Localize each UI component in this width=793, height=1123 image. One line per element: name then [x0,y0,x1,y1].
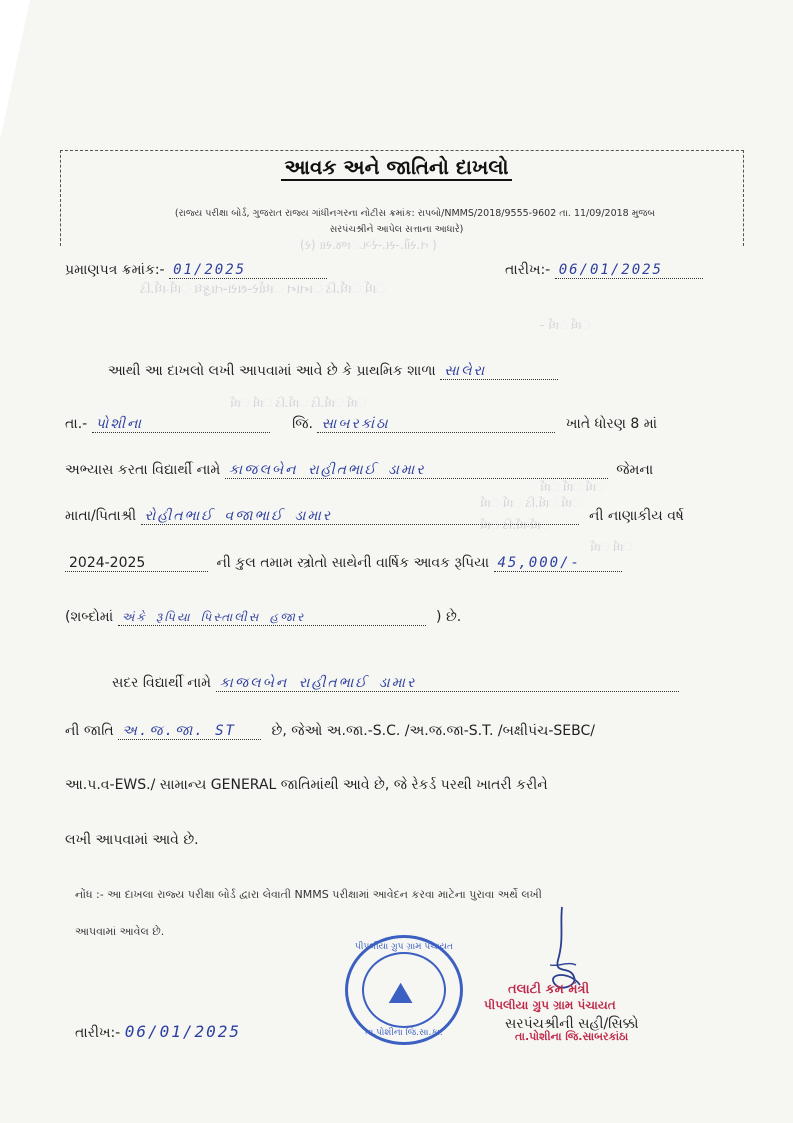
student-label: અભ્યાસ કરતા વિદ્યાર્થી નામે [65,462,221,478]
income-value: 45,000/- [494,555,622,572]
footer-date-row [75,1022,241,1041]
category-options-2: આ.પ.વ-EWS./ સામાન્ય GENERAL જાતિમાંથી આવે છે, જે રેકર્ડ પરથી ખાતરી કરીને [65,777,548,793]
school-name: સાલેરા [440,363,558,380]
panchayat-seal [345,935,463,1045]
caste-value: અ.જ.જા. ST [118,723,261,740]
talati-stamp-line-1: તલાટી કમ મંત્રી [508,982,590,997]
bleed-through-text: ાર્ધ-ાર્ધ.ડિ ાર્ધ [480,518,550,532]
words-label: (શબ્દોમાં [65,609,114,625]
bleed-through-text: ાર્ધ ાર્ધ - [540,318,591,332]
footer-date-label: તારીખ:- [75,1025,121,1041]
bleed-through-text: ાર્ધ ાર્ધ [590,540,633,554]
financial-year: 2024-2025 [65,555,208,572]
body-intro-text: આથી આ દાખલો લખી આપવામાં આવે છે કે પ્રાથમિક શાળા [108,363,436,379]
income-text: ની કુલ તમામ સ્ત્રોતો સાથેની વાર્ષિક આવક રૂપિયા [216,555,490,571]
bleed-through-text: ાર્ધ ાર્ધ ાર્ધ [540,480,605,494]
student-name-2: કાજલબેન રાહીતભાઈ ડામાર [216,675,679,692]
category-options: છે, જેઓ અ.જા.-S.C. /અ.જ.જા-S.T. /બક્ષીપંચ-SEBC/ [271,723,595,739]
bleed-through-text: ( ત.સૌ.-સ.-રંગ.ાજ.સા (ર) [300,238,437,252]
talati-stamp-line-2: પીપલીયા ગ્રુપ ગ્રામ પંચાયત [484,998,616,1012]
sarpanch-signature-label: સરપંચશ્રીની સહી/સિક્કો [505,1016,639,1032]
certificate-date-row [505,262,703,279]
body-line-6 [65,609,461,626]
jemna-text: જેમના [616,462,654,478]
emblem-icon: ⛰ [388,976,414,1011]
body-line-5 [65,555,622,572]
district-label: જિ. [292,416,313,432]
certificate-date-label: તારીખ:- [505,262,551,278]
subtitle-authority: સરપંચશ્રીને આપેલ સત્તાના આધારે) [329,224,464,235]
student-name: કાજલબેન રાહીતભાઈ ડામાર [225,462,608,479]
bleed-through-text: ાર્ધ ાર્ધ.ડિ ાનાન ાર્ધાર-થરા-તાકુધ ાર્ધ-ાર્ધ.ડિ [140,282,386,297]
body-line-4 [65,508,684,525]
bleed-through-text: ાર્ધ ાર્ધ.ડિ ાર્ધ.ડિ ાર્ધ ાર્ધ [230,396,367,410]
talati-stamp-line-3: તા.પોશીના જિ.સાબરકાંઠા [515,1030,629,1043]
student-label-2: સદર વિદ્યાર્થી નામે [112,675,212,691]
body-line-2 [65,416,657,433]
subtitle-notice: (રાજ્ય પરીક્ષા બોર્ડ, ગુજરાત રાજ્ય ગાંધીનગરના નોટીસ ક્રમાંક: રાપબો/NMMS/2018/9555-9602 તા. 11/09/2018 મુજબ [174,208,656,219]
certificate-number-label: પ્રમાણપત્ર ક્રમાંક:- [65,262,165,278]
standard-text: ખાતે ધોરણ 8 માં [565,416,658,432]
body-line-8 [65,723,595,740]
body-line-10 [65,832,199,848]
body-line-7 [112,675,679,692]
closing-text: લખી આપવામાં આવે છે. [65,832,199,848]
certificate-date-value: 06/01/2025 [555,262,703,279]
certificate-number-row [65,262,327,279]
parent-label: માતા/પિતાશ્રી [65,508,137,524]
taluka-value: પોશીના [92,416,270,433]
note-line-1: નોંધ :- આ દાખલા રાજ્ય પરીક્ષા બોર્ડ દ્વારા લેવાતી NMMS પરીક્ષામાં આવેદન કરવા માટેના પુરાવા અર્થે લખી [75,888,542,901]
parent-name: રોહીતભાઈ વજાભાઈ ડામાર [141,508,579,525]
folded-corner [0,0,30,140]
district-value: સાબરકાંઠા [317,416,555,433]
body-line-9 [65,777,548,793]
seal-ring-text-top: પીપલીયા ગ્રુપ ગ્રામ પંચાયત [355,942,453,952]
income-in-words: અંકે રૂપિયા પિસ્તાલીસ હજાર [118,610,426,626]
certificate-number-value: 01/2025 [169,262,327,279]
financial-year-text: ની નાણાકીય વર્ષ [589,508,684,524]
page-title: આવક અને જાતિનો દાખલો [0,155,793,179]
caste-label: ની જાતિ [65,723,114,739]
body-line-1 [108,363,558,380]
taluka-label: તા.- [65,416,88,432]
seal-ring-text-bottom: તા.પોશીના જિ.સા.કા. [365,1028,443,1038]
bleed-through-text: ાર્ધ ાર્ધ.ડિ ાર્ધ ાર્ધ [480,496,581,510]
body-line-3 [65,462,653,479]
note-line-2: આપવામાં આવેલ છે. [75,925,165,938]
words-close: ) છે. [436,609,462,625]
footer-date-value: 06/01/2025 [124,1022,242,1041]
